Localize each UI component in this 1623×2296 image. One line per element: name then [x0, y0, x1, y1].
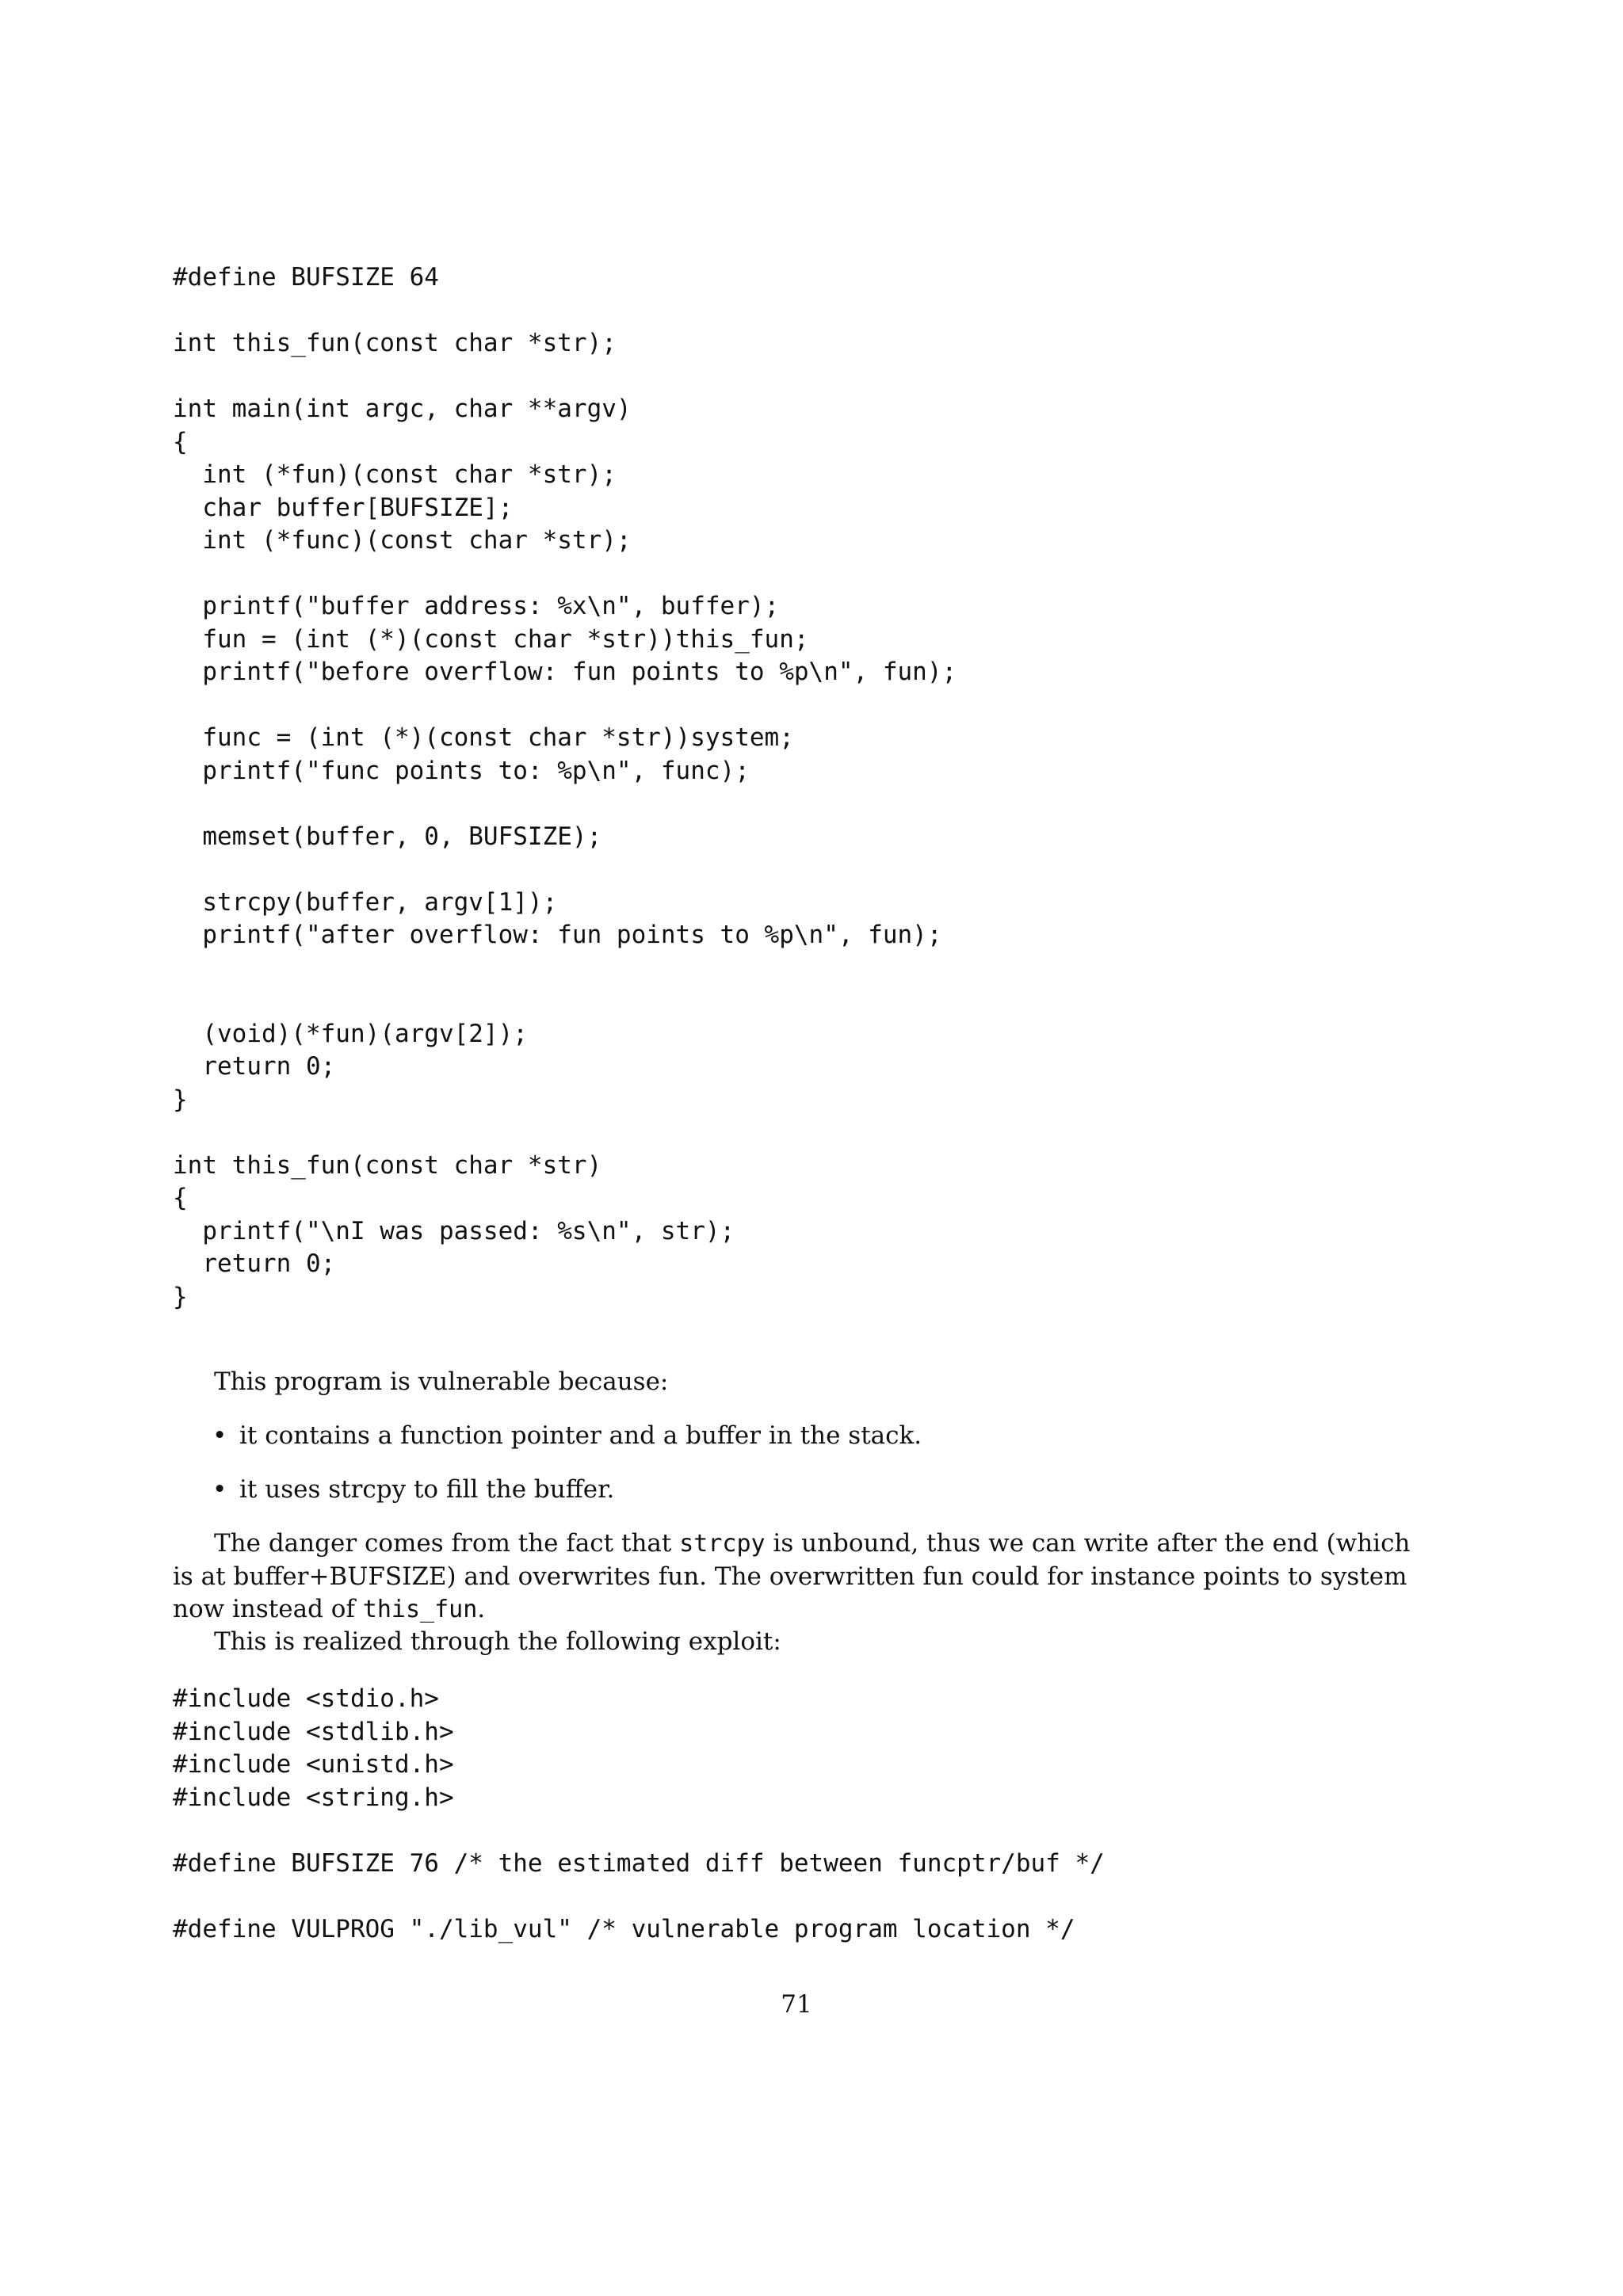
- danger-text-part: is unbound, thus we can write after the end (which is at buffer+BUFSIZE) and overwrites fun. The overwritten fun could for instance points to system now instead of: [173, 1529, 1411, 1623]
- intro-paragraph: [173, 1366, 1425, 1399]
- bullet-icon: •: [212, 1421, 227, 1450]
- exploit-code: #include <stdio.h> #include <stdlib.h> #include <unistd.h> #include <string.h> #define BUFSIZE 76 /* the estimated diff between funcptr/buf */ #define VULPROG "./lib_vul" /* vulnerable program location */: [173, 1684, 1105, 1943]
- danger-text-part: The danger comes from the fact that: [214, 1529, 680, 1558]
- danger-text-part: .: [477, 1595, 486, 1623]
- bullet-text: it contains a function pointer and a buffer in the stack.: [239, 1421, 922, 1450]
- list-item: [173, 1420, 1425, 1453]
- inline-code: this_fun: [362, 1596, 478, 1623]
- danger-text: [173, 1527, 1425, 1627]
- realized-paragraph: [173, 1626, 1425, 1659]
- realized-text: This is realized through the following exploit:: [214, 1627, 781, 1656]
- vulnerable-program-code: #define BUFSIZE 64 int this_fun(const char *str); int main(int argc, char **argv) { int (*fun)(const char *str); char buffer[BUFSIZE]; int (*func)(const char *str); printf("buffer address: %x\n", buffer); fun = (int (*)(const char *str))this_fun; printf("before overflow: fun points to %p\n", fun); func = (int (*)(const char *str))system; printf("func points to: %p\n", func); memset(buffer, 0, BUFSIZE); strcpy(buffer, argv[1]); printf("after overflow: fun points to %p\n", fun); (void)(*fun)(argv[2]); return 0; } int this_fun(const char *str) { printf("\nI was passed: %s\n", str); return 0; }: [173, 263, 957, 1311]
- intro-text: This program is vulnerable because:: [214, 1367, 669, 1396]
- inline-code: strcpy: [679, 1530, 766, 1558]
- danger-paragraph: [173, 1527, 1425, 1627]
- list-item: [173, 1474, 1425, 1507]
- bullet-item: [173, 1420, 1425, 1453]
- bullet-item: [173, 1474, 1425, 1507]
- page-number: 71: [781, 1990, 812, 2019]
- bullet-text: it uses strcpy to fill the buffer.: [239, 1475, 615, 1504]
- bullet-icon: •: [212, 1475, 227, 1504]
